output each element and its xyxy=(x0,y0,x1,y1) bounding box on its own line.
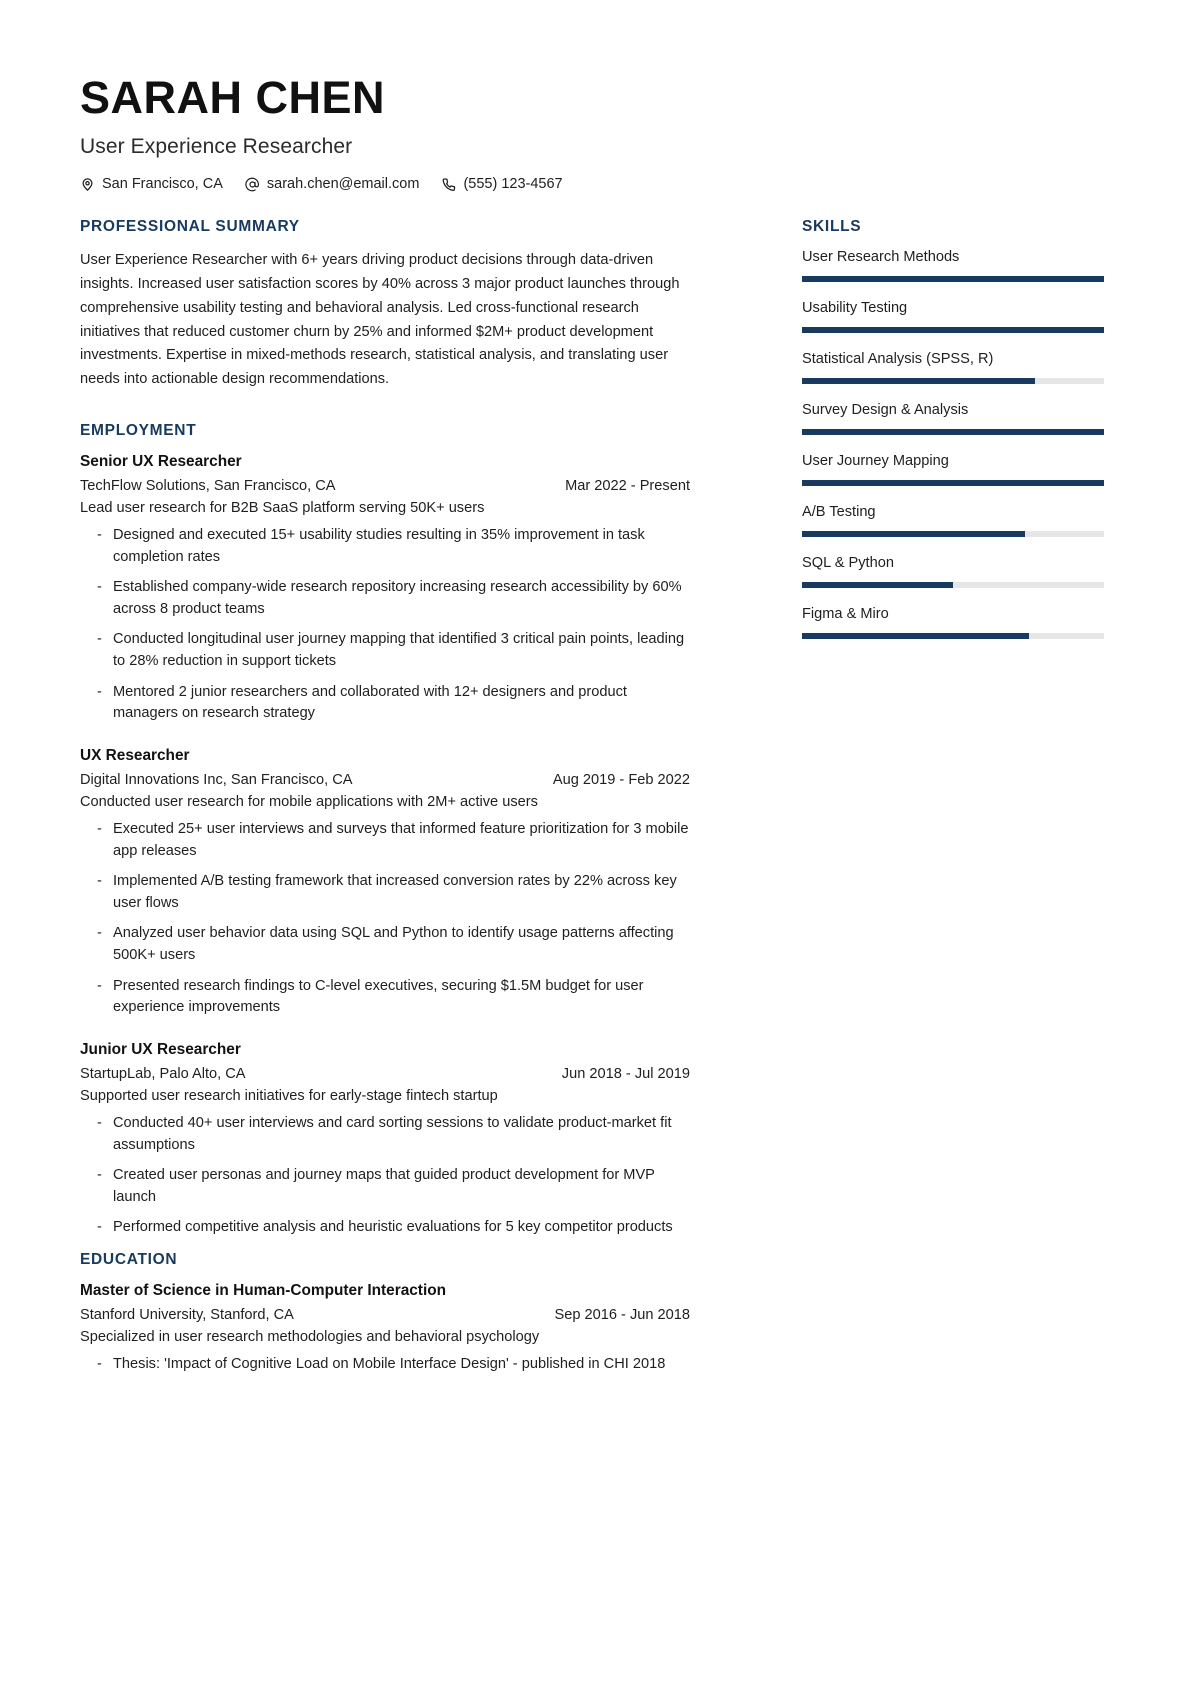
employment-entries xyxy=(80,453,690,1239)
entry-description: Lead user research for B2B SaaS platform serving 50K+ users xyxy=(80,499,485,516)
list-item xyxy=(80,1354,690,1376)
bullet-dash-icon: - xyxy=(97,579,102,596)
entry-bullet-list xyxy=(80,819,690,1019)
list-item xyxy=(80,525,690,568)
skill-item xyxy=(802,300,1104,333)
bullet-text: Implemented A/B testing framework that increased conversion rates by 22% across key user flows xyxy=(113,873,677,911)
list-item xyxy=(80,1165,690,1208)
bullet-text: Designed and executed 15+ usability studies resulting in 35% improvement in task completion rates xyxy=(113,527,645,565)
list-item xyxy=(80,819,690,862)
entry-dates: Jun 2018 - Jul 2019 xyxy=(561,1065,690,1082)
skill-label: A/B Testing xyxy=(802,504,876,521)
skill-item xyxy=(802,249,1104,282)
page-title: SARAH CHEN xyxy=(80,72,386,123)
skill-level-fill xyxy=(802,531,1025,537)
bullet-dash-icon: - xyxy=(97,1167,102,1184)
bullet-dash-icon: - xyxy=(97,683,102,700)
entry-description: Supported user research initiatives for early-stage fintech startup xyxy=(80,1087,498,1104)
skill-level-fill xyxy=(802,633,1029,639)
bullet-dash-icon: - xyxy=(97,925,102,942)
skill-level-bar xyxy=(802,582,1104,588)
list-item xyxy=(80,682,690,725)
skill-item xyxy=(802,504,1104,537)
entry-organization: StartupLab, Palo Alto, CA xyxy=(80,1065,246,1082)
professional-title: User Experience Researcher xyxy=(80,135,353,159)
entry-description: Conducted user research for mobile applications with 2M+ active users xyxy=(80,793,538,810)
sidebar-column xyxy=(802,218,1104,641)
bullet-text: Executed 25+ user interviews and surveys that informed feature prioritization for 3 mobile app releases xyxy=(113,821,689,859)
list-item xyxy=(80,976,690,1019)
skill-level-bar xyxy=(802,378,1104,384)
list-item xyxy=(80,1217,690,1239)
section-professional-summary xyxy=(80,218,690,392)
location-pin-icon xyxy=(80,177,95,192)
email-at-icon xyxy=(245,177,260,192)
list-item xyxy=(80,871,690,914)
skill-level-fill xyxy=(802,327,1104,333)
bullet-dash-icon: - xyxy=(97,977,102,994)
bullet-text: Established company-wide research repository increasing research accessibility by 60% across 8 product teams xyxy=(113,579,682,617)
education-entries xyxy=(80,1282,690,1376)
bullet-dash-icon: - xyxy=(97,1114,102,1131)
resume-body xyxy=(80,218,1124,1377)
bullet-dash-icon: - xyxy=(97,873,102,890)
bullet-dash-icon: - xyxy=(97,821,102,837)
skill-level-fill xyxy=(802,378,1035,384)
contact-phone-text: (555) 123-4567 xyxy=(463,176,563,193)
entry-organization: Stanford University, Stanford, CA xyxy=(80,1306,294,1323)
bullet-dash-icon: - xyxy=(97,1219,102,1236)
skill-level-bar xyxy=(802,480,1104,486)
entry-meta xyxy=(80,1066,690,1082)
entry-description: Specialized in user research methodologies and behavioral psychology xyxy=(80,1328,540,1345)
contact-row xyxy=(80,176,1124,192)
skill-level-bar xyxy=(802,633,1104,639)
bullet-text: Presented research findings to C-level executives, securing $1.5M budget for user experience improvements xyxy=(113,977,644,1016)
bullet-text: Analyzed user behavior data using SQL and Python to identify usage patterns affecting 500K+ users xyxy=(113,925,674,963)
resume-header xyxy=(80,74,1124,192)
list-item xyxy=(80,577,690,620)
experience-entry xyxy=(80,1041,690,1239)
entry-bullet-list xyxy=(80,1113,690,1239)
skill-label: User Journey Mapping xyxy=(802,453,949,470)
phone-icon xyxy=(441,177,456,192)
bullet-text: Created user personas and journey maps that guided product development for MVP launch xyxy=(113,1167,655,1205)
list-item xyxy=(80,923,690,966)
skill-label: Survey Design & Analysis xyxy=(802,402,969,419)
bullet-dash-icon: - xyxy=(97,527,102,544)
skill-level-fill xyxy=(802,582,953,588)
contact-phone[interactable] xyxy=(441,176,562,192)
contact-email-text: sarah.chen@email.com xyxy=(266,176,420,193)
section-skills xyxy=(802,218,1104,639)
bullet-text: Mentored 2 junior researchers and collaborated with 12+ designers and product managers on research strategy xyxy=(113,683,627,722)
section-heading-employment: EMPLOYMENT xyxy=(80,421,197,439)
section-employment xyxy=(80,422,690,1239)
skill-level-bar xyxy=(802,276,1104,282)
skill-item xyxy=(802,351,1104,384)
entry-dates: Aug 2019 - Feb 2022 xyxy=(552,771,690,788)
entry-organization: TechFlow Solutions, San Francisco, CA xyxy=(80,477,336,494)
contact-location-text: San Francisco, CA xyxy=(102,176,223,193)
skill-label: Figma & Miro xyxy=(802,606,889,623)
entry-meta xyxy=(80,1307,690,1323)
entry-role: Master of Science in Human-Computer Interaction xyxy=(80,1281,447,1299)
section-heading-education: EDUCATION xyxy=(80,1250,178,1268)
skill-label: SQL & Python xyxy=(802,555,894,572)
entry-dates: Sep 2016 - Jun 2018 xyxy=(554,1306,690,1323)
bullet-dash-icon: - xyxy=(97,1356,102,1373)
bullet-dash-icon: - xyxy=(97,631,102,648)
section-education xyxy=(80,1251,690,1376)
entry-meta xyxy=(80,478,690,494)
experience-entry xyxy=(80,453,690,725)
skill-level-bar xyxy=(802,429,1104,435)
skill-item xyxy=(802,606,1104,639)
skill-item xyxy=(802,402,1104,435)
entry-bullet-list xyxy=(80,525,690,725)
bullet-text: Performed competitive analysis and heuristic evaluations for 5 key competitor products xyxy=(113,1219,673,1236)
experience-entry xyxy=(80,747,690,1019)
entry-bullet-list xyxy=(80,1354,690,1376)
skill-level-bar xyxy=(802,531,1104,537)
contact-location xyxy=(80,176,223,192)
bullet-text: Thesis: 'Impact of Cognitive Load on Mobile Interface Design' - published in CHI 2018 xyxy=(113,1356,666,1373)
skill-level-fill xyxy=(802,276,1104,282)
skill-item xyxy=(802,453,1104,486)
section-heading-skills: SKILLS xyxy=(802,218,862,236)
skill-level-fill xyxy=(802,429,1104,435)
skill-item xyxy=(802,555,1104,588)
entry-dates: Mar 2022 - Present xyxy=(565,477,690,494)
list-item xyxy=(80,1113,690,1156)
entry-role: Junior UX Researcher xyxy=(80,1040,241,1058)
skills-list xyxy=(802,249,1104,639)
entry-role: UX Researcher xyxy=(80,746,190,764)
entry-role: Senior UX Researcher xyxy=(80,452,242,470)
skill-level-fill xyxy=(802,480,1104,486)
bullet-text: Conducted 40+ user interviews and card sorting sessions to validate product-market fit assumptions xyxy=(113,1114,672,1153)
entry-meta xyxy=(80,772,690,788)
skill-level-bar xyxy=(802,327,1104,333)
list-item xyxy=(80,629,690,672)
skill-label: Usability Testing xyxy=(802,300,908,317)
summary-text: User Experience Researcher with 6+ years driving product decisions through data-driven insights. Increased user satisfaction scores by 40% across 3 major product launches through comprehensive usability testing and behavioral analysis. Led cross-functional research initiatives that reduced customer churn by 25% and informed $2M+ product development investments. Expertise in mixed-methods research, statistical analysis, and translating user needs into actionable design recommendations. xyxy=(80,252,680,388)
section-heading-summary: PROFESSIONAL SUMMARY xyxy=(80,218,300,236)
bullet-text: Conducted longitudinal user journey mapping that identified 3 critical pain points, leading to 28% reduction in support tickets xyxy=(113,631,685,670)
experience-entry xyxy=(80,1282,690,1376)
section-spacer xyxy=(80,1241,690,1251)
skill-label: Statistical Analysis (SPSS, R) xyxy=(802,351,994,368)
skill-label: User Research Methods xyxy=(802,249,960,266)
contact-email[interactable] xyxy=(245,176,420,192)
entry-organization: Digital Innovations Inc, San Francisco, CA xyxy=(80,771,353,788)
main-column xyxy=(80,218,690,1377)
